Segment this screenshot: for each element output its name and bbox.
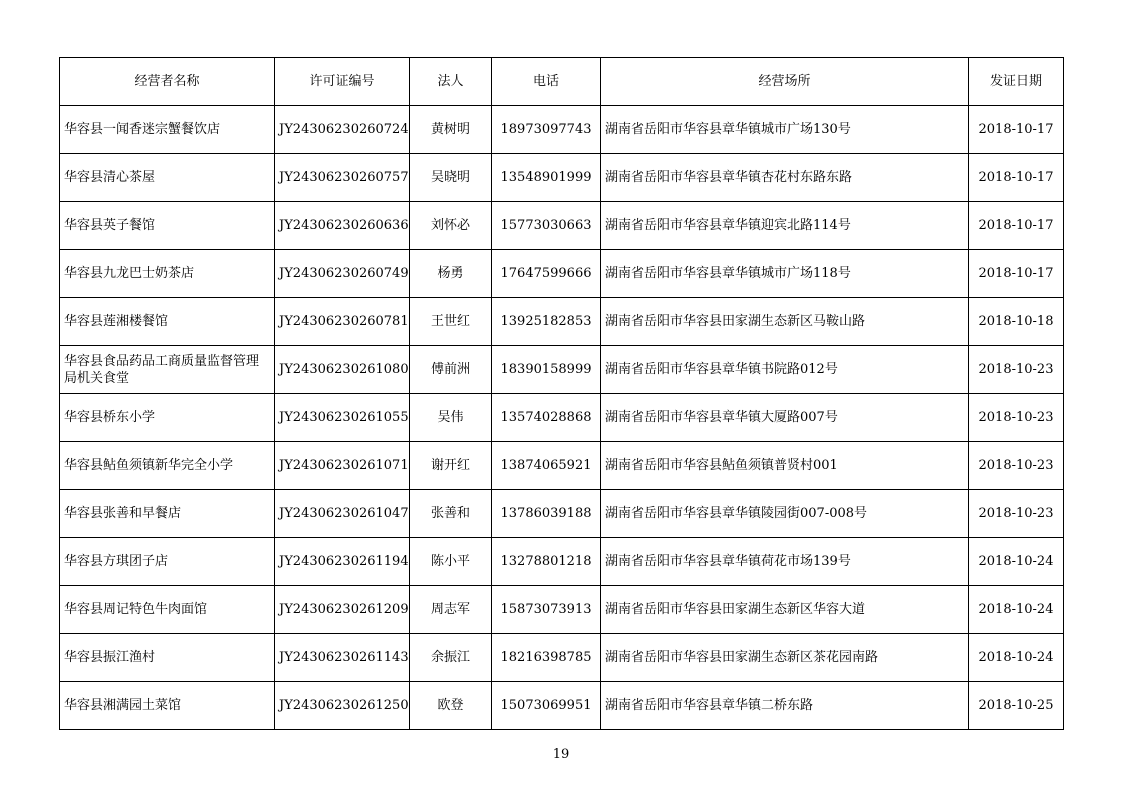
cell-issue-date: 2018-10-17 bbox=[969, 250, 1064, 298]
table-row bbox=[60, 202, 1064, 250]
cell-legal-person: 吴晓明 bbox=[410, 154, 492, 202]
cell-phone: 13574028868 bbox=[492, 394, 601, 442]
page-number: 19 bbox=[552, 747, 570, 762]
cell-issue-date: 2018-10-17 bbox=[969, 154, 1064, 202]
cell-license-number: JY24306230261194 bbox=[275, 538, 410, 586]
cell-phone: 18973097743 bbox=[492, 106, 601, 154]
cell-issue-date: 2018-10-25 bbox=[969, 682, 1064, 730]
table-row bbox=[60, 442, 1064, 490]
cell-issue-date: 2018-10-17 bbox=[969, 106, 1064, 154]
cell-issue-date: 2018-10-23 bbox=[969, 346, 1064, 394]
cell-license-number: JY24306230261055 bbox=[275, 394, 410, 442]
cell-business-address: 湖南省岳阳市华容县章华镇城市广场118号 bbox=[601, 250, 969, 298]
header-issue-date: 发证日期 bbox=[969, 58, 1064, 106]
cell-legal-person: 张善和 bbox=[410, 490, 492, 538]
cell-issue-date: 2018-10-23 bbox=[969, 490, 1064, 538]
cell-operator-name: 华容县英子餐馆 bbox=[60, 202, 275, 250]
table-row bbox=[60, 154, 1064, 202]
table-row bbox=[60, 394, 1064, 442]
cell-business-address: 湖南省岳阳市华容县章华镇二桥东路 bbox=[601, 682, 969, 730]
cell-issue-date: 2018-10-17 bbox=[969, 202, 1064, 250]
table-header-row bbox=[60, 58, 1064, 106]
cell-license-number: JY24306230260781 bbox=[275, 298, 410, 346]
cell-business-address: 湖南省岳阳市华容县章华镇陵园街007-008号 bbox=[601, 490, 969, 538]
cell-legal-person: 黄树明 bbox=[410, 106, 492, 154]
cell-operator-name: 华容县莲湘楼餐馆 bbox=[60, 298, 275, 346]
cell-phone: 13874065921 bbox=[492, 442, 601, 490]
cell-business-address: 湖南省岳阳市华容县章华镇城市广场130号 bbox=[601, 106, 969, 154]
cell-legal-person: 周志军 bbox=[410, 586, 492, 634]
cell-business-address: 湖南省岳阳市华容县章华镇迎宾北路114号 bbox=[601, 202, 969, 250]
cell-phone: 15073069951 bbox=[492, 682, 601, 730]
cell-phone: 13278801218 bbox=[492, 538, 601, 586]
cell-license-number: JY24306230260749 bbox=[275, 250, 410, 298]
cell-legal-person: 傅前洲 bbox=[410, 346, 492, 394]
table-row bbox=[60, 298, 1064, 346]
cell-legal-person: 杨勇 bbox=[410, 250, 492, 298]
cell-legal-person: 刘怀必 bbox=[410, 202, 492, 250]
cell-license-number: JY24306230261071 bbox=[275, 442, 410, 490]
cell-business-address: 湖南省岳阳市华容县章华镇荷花市场139号 bbox=[601, 538, 969, 586]
cell-license-number: JY24306230261080 bbox=[275, 346, 410, 394]
cell-phone: 17647599666 bbox=[492, 250, 601, 298]
header-phone: 电话 bbox=[492, 58, 601, 106]
cell-issue-date: 2018-10-24 bbox=[969, 634, 1064, 682]
table-row bbox=[60, 346, 1064, 394]
cell-license-number: JY24306230261143 bbox=[275, 634, 410, 682]
cell-legal-person: 余振江 bbox=[410, 634, 492, 682]
cell-issue-date: 2018-10-18 bbox=[969, 298, 1064, 346]
cell-license-number: JY24306230260636 bbox=[275, 202, 410, 250]
license-table bbox=[59, 57, 1064, 730]
cell-operator-name: 华容县张善和早餐店 bbox=[60, 490, 275, 538]
cell-legal-person: 吴伟 bbox=[410, 394, 492, 442]
cell-license-number: JY24306230261209 bbox=[275, 586, 410, 634]
header-operator-name: 经营者名称 bbox=[60, 58, 275, 106]
cell-operator-name: 华容县周记特色牛肉面馆 bbox=[60, 586, 275, 634]
header-legal-person: 法人 bbox=[410, 58, 492, 106]
table-row bbox=[60, 250, 1064, 298]
cell-business-address: 湖南省岳阳市华容县田家湖生态新区茶花园南路 bbox=[601, 634, 969, 682]
cell-issue-date: 2018-10-24 bbox=[969, 586, 1064, 634]
table-row bbox=[60, 538, 1064, 586]
cell-issue-date: 2018-10-23 bbox=[969, 442, 1064, 490]
cell-operator-name: 华容县湘满园土菜馆 bbox=[60, 682, 275, 730]
cell-business-address: 湖南省岳阳市华容县章华镇书院路012号 bbox=[601, 346, 969, 394]
cell-business-address: 湖南省岳阳市华容县鲇鱼须镇普贤村001 bbox=[601, 442, 969, 490]
cell-issue-date: 2018-10-23 bbox=[969, 394, 1064, 442]
cell-operator-name: 华容县桥东小学 bbox=[60, 394, 275, 442]
cell-business-address: 湖南省岳阳市华容县章华镇大厦路007号 bbox=[601, 394, 969, 442]
cell-phone: 13925182853 bbox=[492, 298, 601, 346]
cell-phone: 13786039188 bbox=[492, 490, 601, 538]
cell-business-address: 湖南省岳阳市华容县田家湖生态新区华容大道 bbox=[601, 586, 969, 634]
cell-phone: 15773030663 bbox=[492, 202, 601, 250]
table-row bbox=[60, 586, 1064, 634]
cell-business-address: 湖南省岳阳市华容县章华镇杏花村东路东路 bbox=[601, 154, 969, 202]
cell-legal-person: 陈小平 bbox=[410, 538, 492, 586]
cell-license-number: JY24306230261047 bbox=[275, 490, 410, 538]
cell-operator-name: 华容县方琪团子店 bbox=[60, 538, 275, 586]
cell-legal-person: 欧登 bbox=[410, 682, 492, 730]
cell-operator-name: 华容县一闻香迷宗蟹餐饮店 bbox=[60, 106, 275, 154]
cell-phone: 18390158999 bbox=[492, 346, 601, 394]
cell-issue-date: 2018-10-24 bbox=[969, 538, 1064, 586]
cell-operator-name: 华容县九龙巴士奶茶店 bbox=[60, 250, 275, 298]
cell-legal-person: 王世红 bbox=[410, 298, 492, 346]
header-license-number: 许可证编号 bbox=[275, 58, 410, 106]
table-row bbox=[60, 634, 1064, 682]
cell-legal-person: 谢开红 bbox=[410, 442, 492, 490]
cell-operator-name: 华容县振江渔村 bbox=[60, 634, 275, 682]
cell-business-address: 湖南省岳阳市华容县田家湖生态新区马鞍山路 bbox=[601, 298, 969, 346]
header-business-address: 经营场所 bbox=[601, 58, 969, 106]
cell-operator-name: 华容县食品药品工商质量监督管理局机关食堂 bbox=[60, 346, 275, 394]
cell-phone: 15873073913 bbox=[492, 586, 601, 634]
cell-phone: 18216398785 bbox=[492, 634, 601, 682]
cell-license-number: JY24306230260757 bbox=[275, 154, 410, 202]
cell-phone: 13548901999 bbox=[492, 154, 601, 202]
table-row bbox=[60, 490, 1064, 538]
cell-operator-name: 华容县鲇鱼须镇新华完全小学 bbox=[60, 442, 275, 490]
cell-operator-name: 华容县清心茶屋 bbox=[60, 154, 275, 202]
table-row bbox=[60, 682, 1064, 730]
cell-license-number: JY24306230261250 bbox=[275, 682, 410, 730]
table-row bbox=[60, 106, 1064, 154]
cell-license-number: JY24306230260724 bbox=[275, 106, 410, 154]
